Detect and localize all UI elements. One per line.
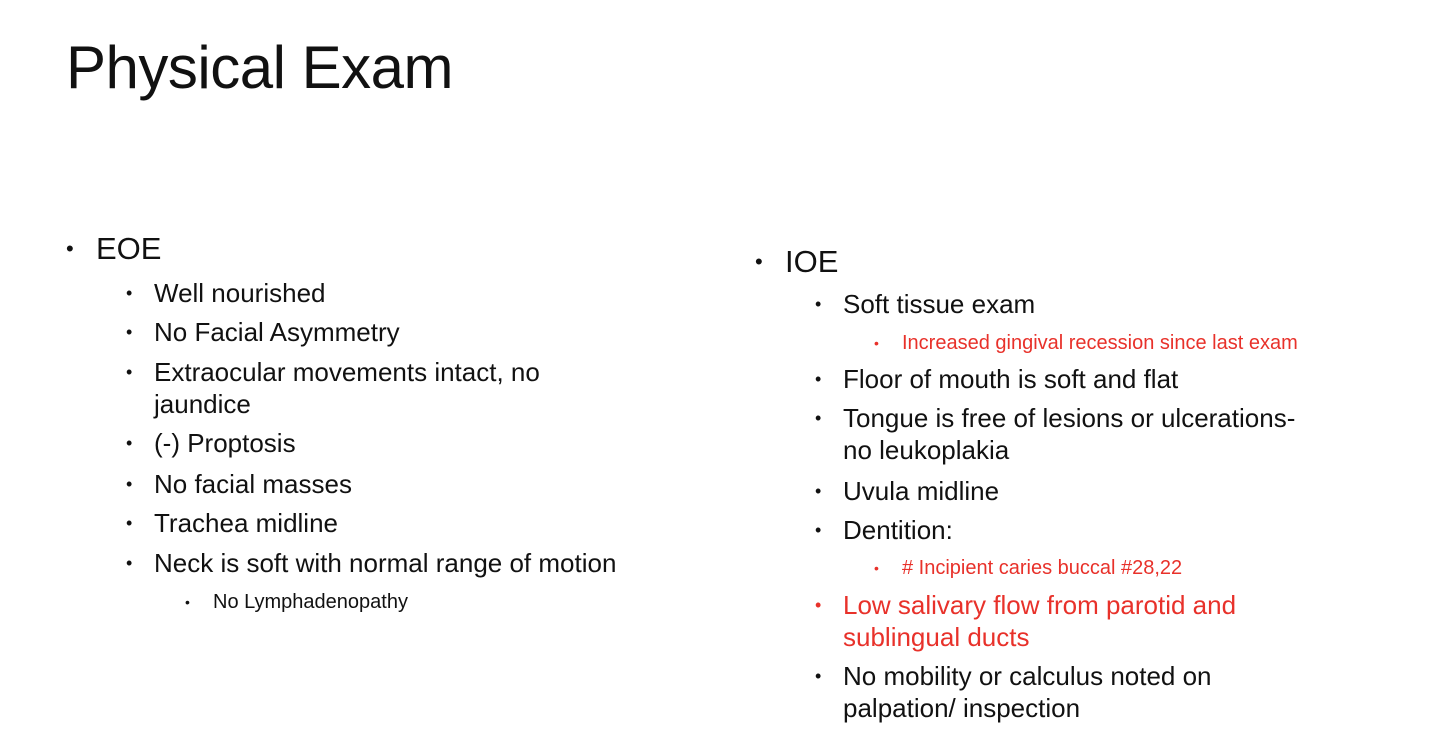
bullet-icon: • xyxy=(185,594,190,610)
eoe-heading-label: EOE xyxy=(96,231,162,266)
list-item-label: No Facial Asymmetry xyxy=(154,317,400,347)
list-item xyxy=(815,589,1237,621)
list-item-label: Extraocular movements intact, no xyxy=(154,357,540,387)
bullet-icon: • xyxy=(755,249,763,274)
list-item-label: Tongue is free of lesions or ulcerations- xyxy=(843,403,1296,433)
list-item xyxy=(815,514,953,546)
list-item-label: No mobility or calculus noted on xyxy=(843,661,1212,691)
list-item xyxy=(815,475,1000,507)
list-item xyxy=(815,402,1296,434)
list-item-label: jaundice xyxy=(154,389,251,419)
list-item-label: Trachea midline xyxy=(154,508,339,538)
list-item-label: Floor of mouth is soft and flat xyxy=(843,364,1179,394)
bullet-icon: • xyxy=(815,408,822,428)
bullet-icon: • xyxy=(815,595,822,615)
bullet-icon: • xyxy=(126,553,133,573)
bullet-icon: • xyxy=(126,513,133,533)
list-item-label: (-) Proptosis xyxy=(154,428,296,458)
list-item-continuation xyxy=(843,434,1009,466)
bullet-icon: • xyxy=(815,369,822,389)
bullet-icon: • xyxy=(126,283,133,303)
sub-list-item xyxy=(874,330,1298,356)
list-item xyxy=(126,277,326,309)
list-item xyxy=(815,660,1212,692)
sub-list-item xyxy=(874,555,1183,581)
eoe-heading xyxy=(66,231,162,267)
bullet-icon: • xyxy=(874,335,879,351)
list-item-label: Well nourished xyxy=(154,278,326,308)
sub-list-item xyxy=(185,589,408,615)
list-item-continuation xyxy=(154,388,251,420)
bullet-icon: • xyxy=(815,294,822,314)
list-item xyxy=(126,316,400,348)
list-item-label: sublingual ducts xyxy=(843,622,1030,652)
list-item-label: Dentition: xyxy=(843,515,953,545)
sub-list-item-label: Increased gingival recession since last exam xyxy=(902,332,1298,354)
bullet-icon: • xyxy=(66,236,74,261)
slide-title: Physical Exam xyxy=(66,34,453,101)
list-item-label: Soft tissue exam xyxy=(843,289,1036,319)
list-item xyxy=(126,507,339,539)
ioe-heading xyxy=(755,244,839,280)
bullet-icon: • xyxy=(126,362,133,382)
bullet-icon: • xyxy=(126,433,133,453)
bullet-icon: • xyxy=(126,322,133,342)
ioe-heading-label: IOE xyxy=(785,244,839,279)
bullet-icon: • xyxy=(126,474,133,494)
list-item xyxy=(815,288,1036,320)
list-item-label: Neck is soft with normal range of motion xyxy=(154,548,617,578)
list-item-label: No facial masses xyxy=(154,469,352,499)
bullet-icon: • xyxy=(815,481,822,501)
sub-list-item-label: No Lymphadenopathy xyxy=(213,591,408,613)
list-item xyxy=(815,363,1179,395)
sub-list-item-label: # Incipient caries buccal #28,22 xyxy=(902,557,1183,579)
list-item-continuation xyxy=(843,692,1080,724)
bullet-icon: • xyxy=(815,666,822,686)
list-item-label: no leukoplakia xyxy=(843,435,1010,465)
list-item-label: Low salivary flow from parotid and xyxy=(843,590,1237,620)
bullet-icon: • xyxy=(874,560,879,576)
list-item xyxy=(126,468,352,500)
bullet-icon: • xyxy=(815,520,822,540)
list-item xyxy=(126,547,617,579)
list-item xyxy=(126,427,296,459)
list-item-label: palpation/ inspection xyxy=(843,693,1081,723)
list-item xyxy=(126,356,540,388)
list-item-continuation xyxy=(843,621,1029,653)
list-item-label: Uvula midline xyxy=(843,476,1000,506)
